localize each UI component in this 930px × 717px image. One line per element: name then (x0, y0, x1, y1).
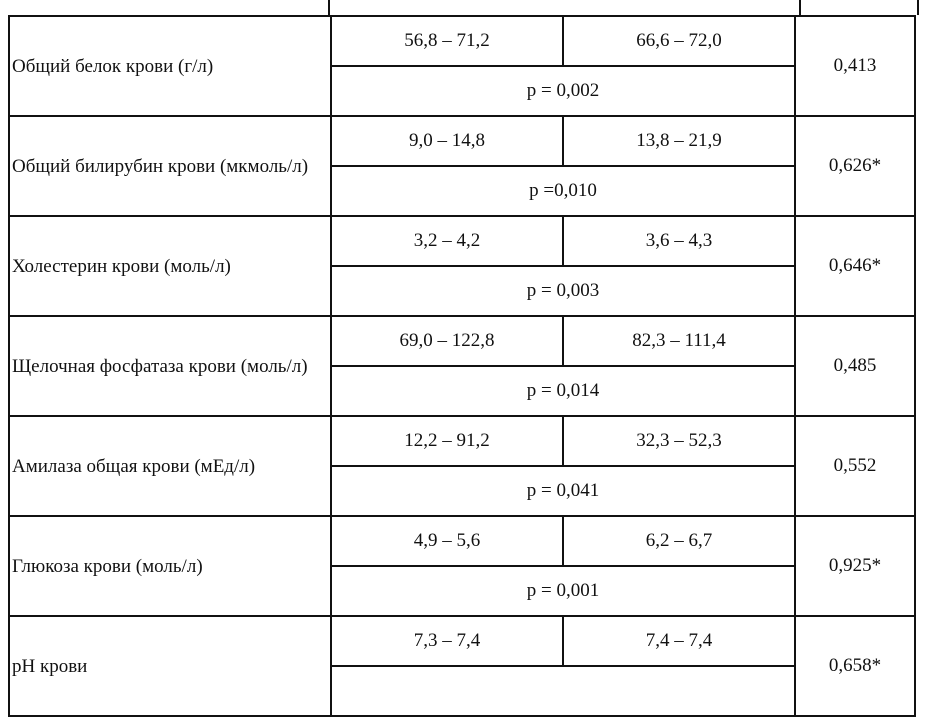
parameter-name: pH крови (9, 616, 331, 716)
parameter-name: Амилаза общая крови (мЕд/л) (9, 416, 331, 516)
range-group-1: 4,9 – 5,6 (331, 516, 563, 566)
previous-row-fragment (328, 0, 801, 15)
table-row (9, 216, 915, 266)
correlation-value: 0,658* (795, 616, 915, 716)
p-value: p = 0,001 (331, 566, 795, 616)
parameter-name: Глюкоза крови (моль/л) (9, 516, 331, 616)
correlation-value: 0,413 (795, 16, 915, 116)
table-row (9, 416, 915, 466)
range-group-1: 69,0 – 122,8 (331, 316, 563, 366)
table-row (9, 16, 915, 66)
p-value: p = 0,003 (331, 266, 795, 316)
range-group-2: 32,3 – 52,3 (563, 416, 795, 466)
correlation-value: 0,646* (795, 216, 915, 316)
parameter-name: Общий билирубин крови (мкмоль/л) (9, 116, 331, 216)
range-group-1: 3,2 – 4,2 (331, 216, 563, 266)
previous-row-fragment-r (797, 0, 919, 15)
range-group-2: 82,3 – 111,4 (563, 316, 795, 366)
range-group-2: 7,4 – 7,4 (563, 616, 795, 666)
range-group-2: 6,2 – 6,7 (563, 516, 795, 566)
range-group-1: 56,8 – 71,2 (331, 16, 563, 66)
p-value: p = 0,014 (331, 366, 795, 416)
p-value: p =0,010 (331, 166, 795, 216)
parameter-name: Холестерин крови (моль/л) (9, 216, 331, 316)
table-row (9, 116, 915, 166)
lab-results-table (8, 15, 916, 717)
range-group-1: 7,3 – 7,4 (331, 616, 563, 666)
range-group-2: 13,8 – 21,9 (563, 116, 795, 166)
range-group-2: 3,6 – 4,3 (563, 216, 795, 266)
correlation-value: 0,626* (795, 116, 915, 216)
parameter-name: Щелочная фосфатаза крови (моль/л) (9, 316, 331, 416)
range-group-2: 66,6 – 72,0 (563, 16, 795, 66)
correlation-value: 0,552 (795, 416, 915, 516)
p-value: p = 0,041 (331, 466, 795, 516)
p-value: p = 0,002 (331, 66, 795, 116)
parameter-name: Общий белок крови (г/л) (9, 16, 331, 116)
table-row (9, 616, 915, 666)
correlation-value: 0,925* (795, 516, 915, 616)
table-row (9, 316, 915, 366)
range-group-1: 9,0 – 14,8 (331, 116, 563, 166)
table-row (9, 516, 915, 566)
correlation-value: 0,485 (795, 316, 915, 416)
range-group-1: 12,2 – 91,2 (331, 416, 563, 466)
